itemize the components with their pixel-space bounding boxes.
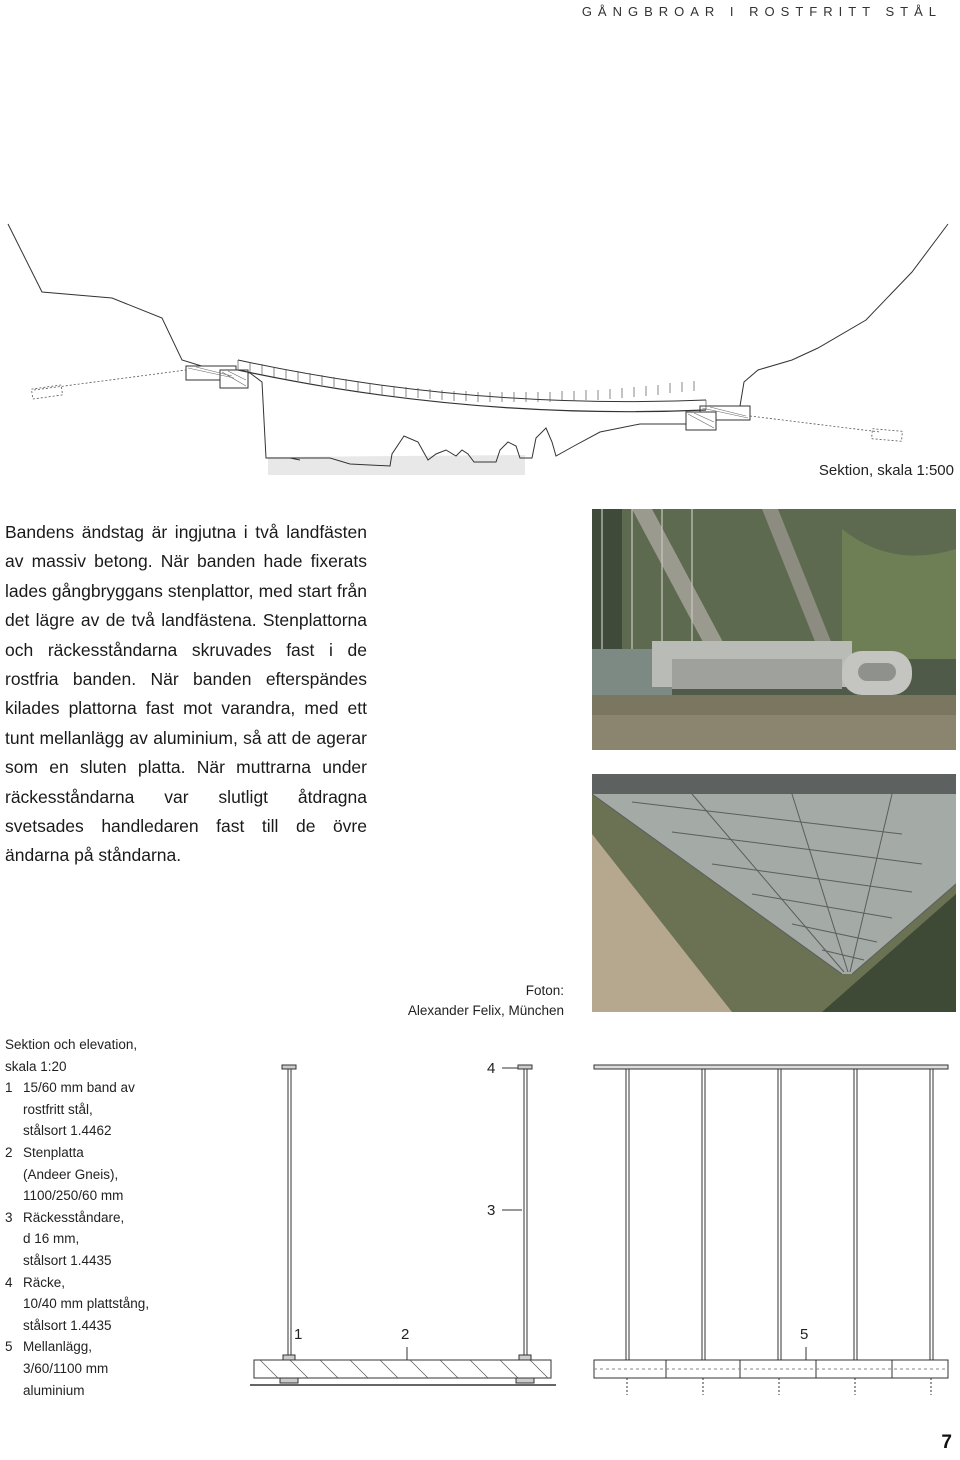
legend-item-number: 3 [5, 1209, 13, 1225]
legend-item [5, 1336, 245, 1401]
detail-label-2: 2 [401, 1326, 410, 1343]
left-terrain [8, 224, 300, 460]
legend-item-text: Räckesståndare, d 16 mm, stålsort 1.4435 [23, 1209, 125, 1268]
legend-item-text: 15/60 mm band av rostfritt stål, stålsort 1.4462 [23, 1080, 135, 1139]
photo-anchorage [592, 509, 956, 750]
section-caption: Sektion, skala 1:500 [818, 462, 954, 479]
photo-credit [408, 981, 564, 1021]
photo-bridge-underside [592, 774, 956, 1012]
photo-credit-label: Foton: [525, 983, 564, 998]
legend-item-number: 1 [5, 1080, 13, 1096]
page-number: 7 [941, 1432, 952, 1453]
right-abutment [686, 406, 750, 430]
legend-item [5, 1207, 245, 1272]
legend-item-number: 2 [5, 1144, 13, 1160]
detail-label-3: 3 [487, 1202, 496, 1219]
body-paragraph: Bandens ändstag är ingjutna i två landfästen av massiv betong. När banden hade fixerats lades gångbryggans stenplattor, med start från det lägre av de två landfästena. Stenplattorna och räckesståndarna skruvades fast i de rostfria banden. När banden efterspändes kilades plattorna fast mot varandra, med ett tunt mellanlägg av aluminium, så att de agerar som en sluten platta. När muttrarna under räckesståndarna var slutligt åtdragna svetsades handledaren fast till de övre ändarna på ståndarna. [5, 522, 367, 866]
legend [5, 1034, 245, 1401]
legend-item-text: Mellanlägg, 3/60/1100 mm aluminium [23, 1339, 109, 1398]
legend-item-text: Stenplatta (Andeer Gneis), 1100/250/60 mm [23, 1144, 124, 1204]
legend-item-number: 5 [5, 1339, 13, 1355]
detail-label-5: 5 [800, 1326, 809, 1343]
bridge-deck [238, 360, 706, 412]
legend-heading-line1: Sektion och elevation, [5, 1037, 138, 1052]
elevation-view [594, 1065, 948, 1395]
bridge-section-drawing [0, 210, 960, 480]
left-anchor [31, 370, 186, 399]
left-abutment [186, 366, 248, 388]
legend-list [5, 1077, 245, 1401]
detail-drawings [250, 1055, 956, 1400]
legend-item-text: Räcke, 10/40 mm plattstång, stålsort 1.4435 [23, 1274, 150, 1333]
photo-credit-name: Alexander Felix, München [407, 1003, 564, 1018]
detail-label-1: 1 [294, 1326, 303, 1343]
legend-heading-line2: skala 1:20 [5, 1058, 67, 1074]
legend-item [5, 1272, 245, 1337]
right-anchor [750, 416, 902, 441]
legend-item [5, 1142, 245, 1207]
right-terrain [740, 224, 948, 406]
legend-item [5, 1077, 245, 1142]
running-header: GÅNGBROAR I ROSTFRITT STÅL [581, 4, 942, 19]
legend-item-number: 4 [5, 1274, 13, 1290]
detail-label-4: 4 [487, 1060, 496, 1077]
